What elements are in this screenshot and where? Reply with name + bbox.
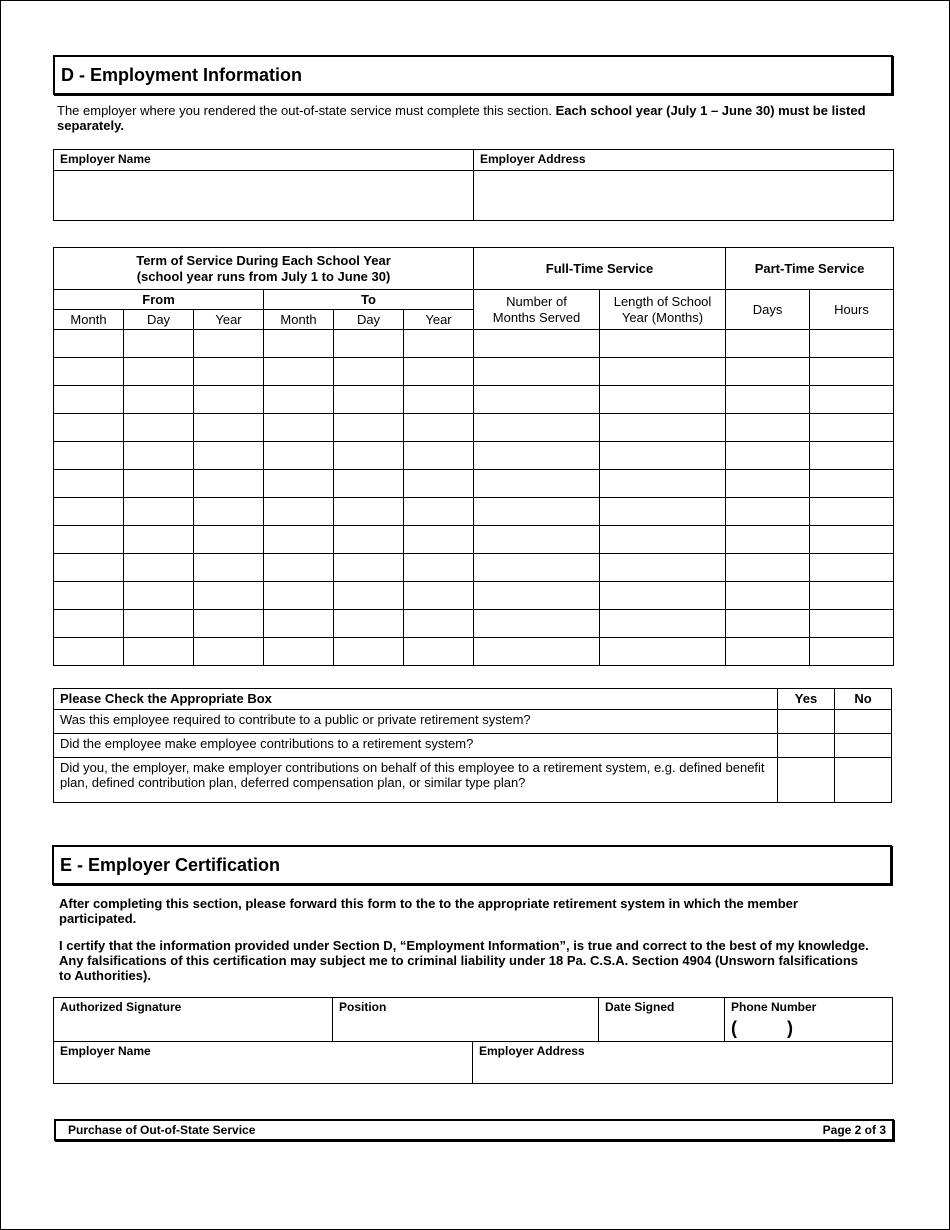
authorized-signature-label: Authorized Signature <box>60 1000 182 1014</box>
from-day-cell[interactable] <box>124 414 194 442</box>
months-served-line2: Months Served <box>492 309 581 325</box>
part-time-hours-cell[interactable] <box>810 442 894 470</box>
school-year-line1: Length of School <box>613 293 712 309</box>
phone-number-label: Phone Number <box>731 1000 817 1014</box>
from-year-cell[interactable] <box>194 386 264 414</box>
school-year-length-cell[interactable] <box>600 442 726 470</box>
from-year-cell[interactable] <box>194 442 264 470</box>
months-served-cell[interactable] <box>474 638 600 666</box>
to-header: To <box>264 290 474 310</box>
employer-info-table <box>53 149 894 221</box>
to-month-cell[interactable] <box>264 470 334 498</box>
to-day-cell[interactable] <box>334 442 404 470</box>
part-time-hours-cell[interactable] <box>810 358 894 386</box>
part-time-hours-cell[interactable] <box>810 414 894 442</box>
part-time-days-cell[interactable] <box>726 526 810 554</box>
no-header: No <box>835 689 892 710</box>
school-year-length-cell[interactable] <box>600 330 726 358</box>
to-month-cell[interactable] <box>264 582 334 610</box>
from-month-cell[interactable] <box>54 554 124 582</box>
school-year-length-cell[interactable] <box>600 386 726 414</box>
hours-header: Hours <box>810 290 894 330</box>
from-month-cell[interactable] <box>54 442 124 470</box>
to-year-cell[interactable] <box>404 526 474 554</box>
part-time-days-cell[interactable] <box>726 330 810 358</box>
part-time-hours-cell[interactable] <box>810 638 894 666</box>
footer-page-number: Page 2 of 3 <box>822 1123 886 1137</box>
to-month-cell[interactable] <box>264 442 334 470</box>
from-month-cell[interactable] <box>54 470 124 498</box>
from-month-cell[interactable] <box>54 610 124 638</box>
to-month-cell[interactable] <box>264 554 334 582</box>
full-time-service-header: Full-Time Service <box>474 248 726 290</box>
term-of-service-header <box>54 248 474 290</box>
months-served-cell[interactable] <box>474 582 600 610</box>
part-time-hours-cell[interactable] <box>810 386 894 414</box>
to-day-cell[interactable] <box>334 358 404 386</box>
from-day-cell[interactable] <box>124 358 194 386</box>
cert-employer-name-field[interactable] <box>54 1042 473 1084</box>
months-served-line1: Number of <box>506 293 567 309</box>
from-year-cell[interactable] <box>194 526 264 554</box>
section-e-instruction: After completing this section, please forward this form to the to the appropriate retirement system in which the member participated. <box>59 896 798 926</box>
question-1-no-box[interactable] <box>835 710 892 734</box>
from-year-cell[interactable] <box>194 638 264 666</box>
question-2-yes-box[interactable] <box>778 734 835 758</box>
part-time-days-cell[interactable] <box>726 414 810 442</box>
to-day-cell[interactable] <box>334 498 404 526</box>
to-day-cell[interactable] <box>334 386 404 414</box>
school-year-line2: Year (Months) <box>621 309 704 325</box>
to-year-cell[interactable] <box>404 470 474 498</box>
from-day-header: Day <box>124 310 194 330</box>
question-1: Was this employee required to contribute to a public or private retirement system? <box>54 710 778 734</box>
intro-text: The employer where you rendered the out-of-state service must complete this section. <box>57 103 552 118</box>
to-year-cell[interactable] <box>404 386 474 414</box>
service-row <box>54 582 894 610</box>
phone-number-field[interactable] <box>725 998 893 1042</box>
employer-name-label: Employer Name <box>54 150 474 171</box>
term-header-line2: (school year runs from July 1 to June 30) <box>136 268 391 284</box>
from-month-cell[interactable] <box>54 582 124 610</box>
to-month-cell[interactable] <box>264 638 334 666</box>
from-day-cell[interactable] <box>124 526 194 554</box>
area-code-parentheses <box>731 1018 886 1039</box>
to-month-cell[interactable] <box>264 610 334 638</box>
to-year-cell[interactable] <box>404 582 474 610</box>
school-year-length-header <box>600 290 726 330</box>
question-3: Did you, the employer, make employer contributions on behalf of this employee to a retirement system, e.g. defined benefit plan, defined contribution plan, deferred compensation plan, or similar type plan? <box>54 758 778 803</box>
part-time-hours-cell[interactable] <box>810 330 894 358</box>
part-time-days-cell[interactable] <box>726 358 810 386</box>
to-day-cell[interactable] <box>334 470 404 498</box>
service-row <box>54 386 894 414</box>
date-signed-label: Date Signed <box>605 1000 675 1014</box>
to-year-cell[interactable] <box>404 610 474 638</box>
from-year-cell[interactable] <box>194 358 264 386</box>
part-time-days-cell[interactable] <box>726 638 810 666</box>
section-d-title: D - Employment Information <box>61 64 303 85</box>
from-day-cell[interactable] <box>124 386 194 414</box>
question-3-yes-box[interactable] <box>778 758 835 803</box>
from-month-cell[interactable] <box>54 526 124 554</box>
service-row <box>54 442 894 470</box>
employer-name-field[interactable] <box>54 171 474 221</box>
months-served-header <box>474 290 600 330</box>
part-time-hours-cell[interactable] <box>810 582 894 610</box>
school-year-length-cell[interactable] <box>600 470 726 498</box>
to-month-cell[interactable] <box>264 414 334 442</box>
service-row <box>54 358 894 386</box>
part-time-hours-cell[interactable] <box>810 610 894 638</box>
to-year-cell[interactable] <box>404 414 474 442</box>
to-year-cell[interactable] <box>404 554 474 582</box>
from-month-cell[interactable] <box>54 386 124 414</box>
months-served-cell[interactable] <box>474 470 600 498</box>
employer-address-label: Employer Address <box>474 150 894 171</box>
from-year-cell[interactable] <box>194 330 264 358</box>
position-label: Position <box>339 1000 387 1014</box>
area-code-close: ) <box>787 1018 794 1038</box>
check-table <box>53 688 892 803</box>
from-day-cell[interactable] <box>124 498 194 526</box>
from-year-cell[interactable] <box>194 582 264 610</box>
from-day-cell[interactable] <box>124 470 194 498</box>
from-year-cell[interactable] <box>194 414 264 442</box>
section-e-title: E - Employer Certification <box>60 854 281 875</box>
part-time-hours-cell[interactable] <box>810 554 894 582</box>
from-month-cell[interactable] <box>54 638 124 666</box>
school-year-length-cell[interactable] <box>600 554 726 582</box>
part-time-days-cell[interactable] <box>726 554 810 582</box>
from-day-cell[interactable] <box>124 554 194 582</box>
service-row <box>54 498 894 526</box>
check-table-header: Please Check the Appropriate Box <box>54 689 778 710</box>
part-time-days-cell[interactable] <box>726 582 810 610</box>
from-month-cell[interactable] <box>54 330 124 358</box>
employer-address-field[interactable] <box>474 171 894 221</box>
to-day-cell[interactable] <box>334 638 404 666</box>
cert-employer-name-label: Employer Name <box>60 1044 151 1058</box>
section-d-header <box>53 55 893 95</box>
school-year-length-cell[interactable] <box>600 526 726 554</box>
school-year-length-cell[interactable] <box>600 358 726 386</box>
school-year-length-cell[interactable] <box>600 610 726 638</box>
yes-header: Yes <box>778 689 835 710</box>
service-row <box>54 330 894 358</box>
months-served-cell[interactable] <box>474 498 600 526</box>
from-day-cell[interactable] <box>124 330 194 358</box>
from-day-cell[interactable] <box>124 442 194 470</box>
part-time-days-cell[interactable] <box>726 442 810 470</box>
question-3-no-box[interactable] <box>835 758 892 803</box>
cert-employer-address-field[interactable] <box>473 1042 893 1084</box>
to-year-cell[interactable] <box>404 638 474 666</box>
service-row <box>54 526 894 554</box>
to-day-cell[interactable] <box>334 414 404 442</box>
page-footer <box>54 1119 894 1141</box>
part-time-days-cell[interactable] <box>726 470 810 498</box>
authorized-signature-field[interactable] <box>54 998 333 1042</box>
date-signed-field[interactable] <box>599 998 725 1042</box>
service-table-body <box>54 330 894 666</box>
months-served-cell[interactable] <box>474 386 600 414</box>
months-served-cell[interactable] <box>474 442 600 470</box>
service-row <box>54 554 894 582</box>
question-2-no-box[interactable] <box>835 734 892 758</box>
from-day-cell[interactable] <box>124 610 194 638</box>
question-2: Did the employee make employee contributions to a retirement system? <box>54 734 778 758</box>
term-header-line1: Term of Service During Each School Year <box>136 252 391 268</box>
service-table <box>53 247 894 666</box>
to-year-cell[interactable] <box>404 498 474 526</box>
to-month-header: Month <box>264 310 334 330</box>
school-year-length-cell[interactable] <box>600 498 726 526</box>
part-time-days-cell[interactable] <box>726 498 810 526</box>
to-month-cell[interactable] <box>264 330 334 358</box>
months-served-cell[interactable] <box>474 414 600 442</box>
service-row <box>54 470 894 498</box>
footer-form-title: Purchase of Out-of-State Service <box>68 1123 256 1137</box>
from-day-cell[interactable] <box>124 638 194 666</box>
to-month-cell[interactable] <box>264 386 334 414</box>
from-year-cell[interactable] <box>194 610 264 638</box>
service-row <box>54 610 894 638</box>
part-time-days-cell[interactable] <box>726 610 810 638</box>
from-year-cell[interactable] <box>194 498 264 526</box>
from-month-header: Month <box>54 310 124 330</box>
school-year-length-cell[interactable] <box>600 638 726 666</box>
to-year-header: Year <box>404 310 474 330</box>
to-year-cell[interactable] <box>404 330 474 358</box>
section-e-header <box>52 845 892 885</box>
service-row <box>54 638 894 666</box>
from-year-cell[interactable] <box>194 554 264 582</box>
to-year-cell[interactable] <box>404 358 474 386</box>
part-time-hours-cell[interactable] <box>810 526 894 554</box>
certification-statement: I certify that the information provided under Section D, “Employment Information”, is true and correct to the best of my knowledge. Any falsifications of this certification may subject me to criminal liability under 18 Pa. C.S.A. Section 4904 (Unsworn falsifications to Authorities). <box>59 938 869 983</box>
cert-employer-address-label: Employer Address <box>479 1044 585 1058</box>
from-year-header: Year <box>194 310 264 330</box>
to-month-cell[interactable] <box>264 526 334 554</box>
from-month-cell[interactable] <box>54 498 124 526</box>
to-day-cell[interactable] <box>334 610 404 638</box>
from-year-cell[interactable] <box>194 470 264 498</box>
section-d-intro <box>57 103 887 133</box>
to-month-cell[interactable] <box>264 358 334 386</box>
months-served-cell[interactable] <box>474 526 600 554</box>
to-month-cell[interactable] <box>264 498 334 526</box>
position-field[interactable] <box>333 998 599 1042</box>
certification-table <box>53 997 893 1084</box>
area-code-open: ( <box>731 1018 737 1038</box>
to-day-header: Day <box>334 310 404 330</box>
school-year-length-cell[interactable] <box>600 414 726 442</box>
months-served-cell[interactable] <box>474 610 600 638</box>
to-day-cell[interactable] <box>334 330 404 358</box>
part-time-service-header: Part-Time Service <box>726 248 894 290</box>
service-row <box>54 414 894 442</box>
to-day-cell[interactable] <box>334 582 404 610</box>
part-time-hours-cell[interactable] <box>810 470 894 498</box>
months-served-cell[interactable] <box>474 554 600 582</box>
school-year-length-cell[interactable] <box>600 582 726 610</box>
from-header: From <box>54 290 264 310</box>
to-day-cell[interactable] <box>334 526 404 554</box>
from-month-cell[interactable] <box>54 358 124 386</box>
part-time-hours-cell[interactable] <box>810 498 894 526</box>
intro-bold-text: Each school year (July 1 – June 30) must be listed separately. <box>57 103 866 133</box>
question-1-yes-box[interactable] <box>778 710 835 734</box>
from-day-cell[interactable] <box>124 582 194 610</box>
part-time-days-cell[interactable] <box>726 386 810 414</box>
to-day-cell[interactable] <box>334 554 404 582</box>
to-year-cell[interactable] <box>404 442 474 470</box>
days-header: Days <box>726 290 810 330</box>
from-month-cell[interactable] <box>54 414 124 442</box>
months-served-cell[interactable] <box>474 358 600 386</box>
months-served-cell[interactable] <box>474 330 600 358</box>
